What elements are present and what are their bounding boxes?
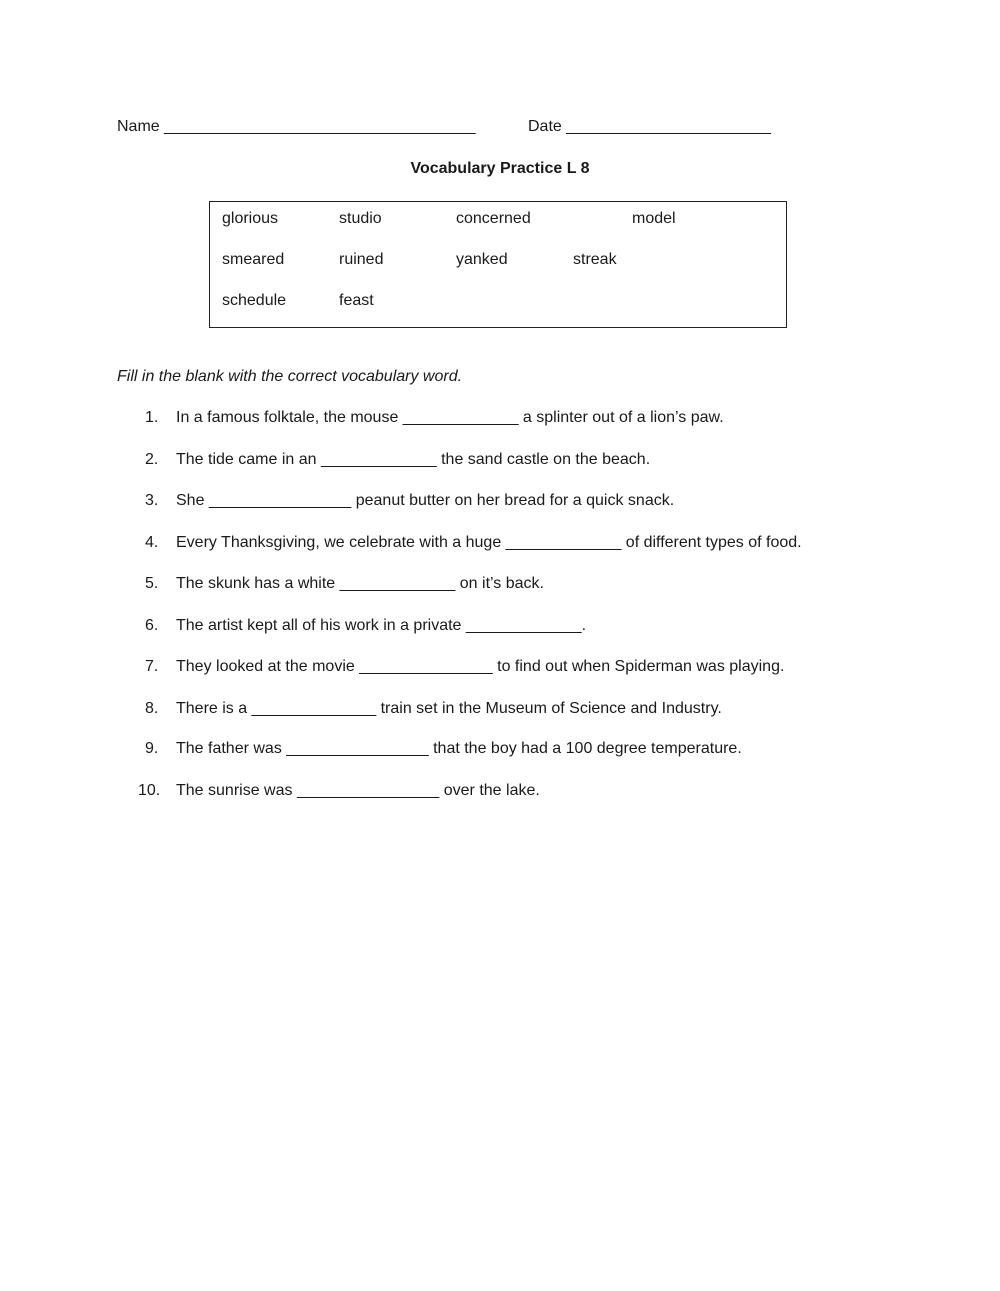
word-bank-item: streak <box>573 251 617 268</box>
question-number: 3. <box>145 492 159 509</box>
question-text: She ________________ peanut butter on her bread for a quick snack. <box>176 492 675 509</box>
word-bank-item: glorious <box>222 210 279 227</box>
question-number: 1. <box>145 409 159 426</box>
question-text: In a famous folktale, the mouse _____________ a splinter out of a lion’s paw. <box>176 409 724 426</box>
question-text: There is a ______________ train set in the Museum of Science and Industry. <box>176 700 722 717</box>
question-number: 9. <box>145 740 159 757</box>
word-bank-item: studio <box>339 210 382 227</box>
question-text: The tide came in an _____________ the sand castle on the beach. <box>176 451 651 468</box>
question-text: They looked at the movie _______________ to find out when Spiderman was playing. <box>176 658 785 675</box>
page-title: Vocabulary Practice L 8 <box>410 160 590 177</box>
word-bank <box>209 201 787 328</box>
word-bank-item: yanked <box>456 251 508 268</box>
word-bank-item: model <box>632 210 676 227</box>
word-bank-item: smeared <box>222 251 285 268</box>
question-number: 6. <box>145 617 159 634</box>
question-text: Every Thanksgiving, we celebrate with a huge _____________ of different types of food. <box>176 534 802 551</box>
word-bank-item: feast <box>339 292 374 309</box>
question-number: 7. <box>145 658 159 675</box>
word-bank-item: schedule <box>222 292 287 309</box>
question-number: 4. <box>145 534 159 551</box>
question-text: The sunrise was ________________ over the lake. <box>176 782 540 799</box>
date-line: Date _______________________ <box>528 118 771 135</box>
word-bank-item: ruined <box>339 251 384 268</box>
word-bank-item: concerned <box>456 210 531 227</box>
instructions: Fill in the blank with the correct vocabulary word. <box>117 368 463 385</box>
name-line: Name ___________________________________ <box>117 118 476 135</box>
question-text: The father was ________________ that the boy had a 100 degree temperature. <box>176 740 742 757</box>
question-text: The artist kept all of his work in a private _____________. <box>176 617 587 634</box>
question-text: The skunk has a white _____________ on it’s back. <box>176 575 544 592</box>
question-number: 8. <box>145 700 159 717</box>
question-number: 2. <box>145 451 159 468</box>
question-number: 10. <box>138 782 161 799</box>
question-number: 5. <box>145 575 159 592</box>
